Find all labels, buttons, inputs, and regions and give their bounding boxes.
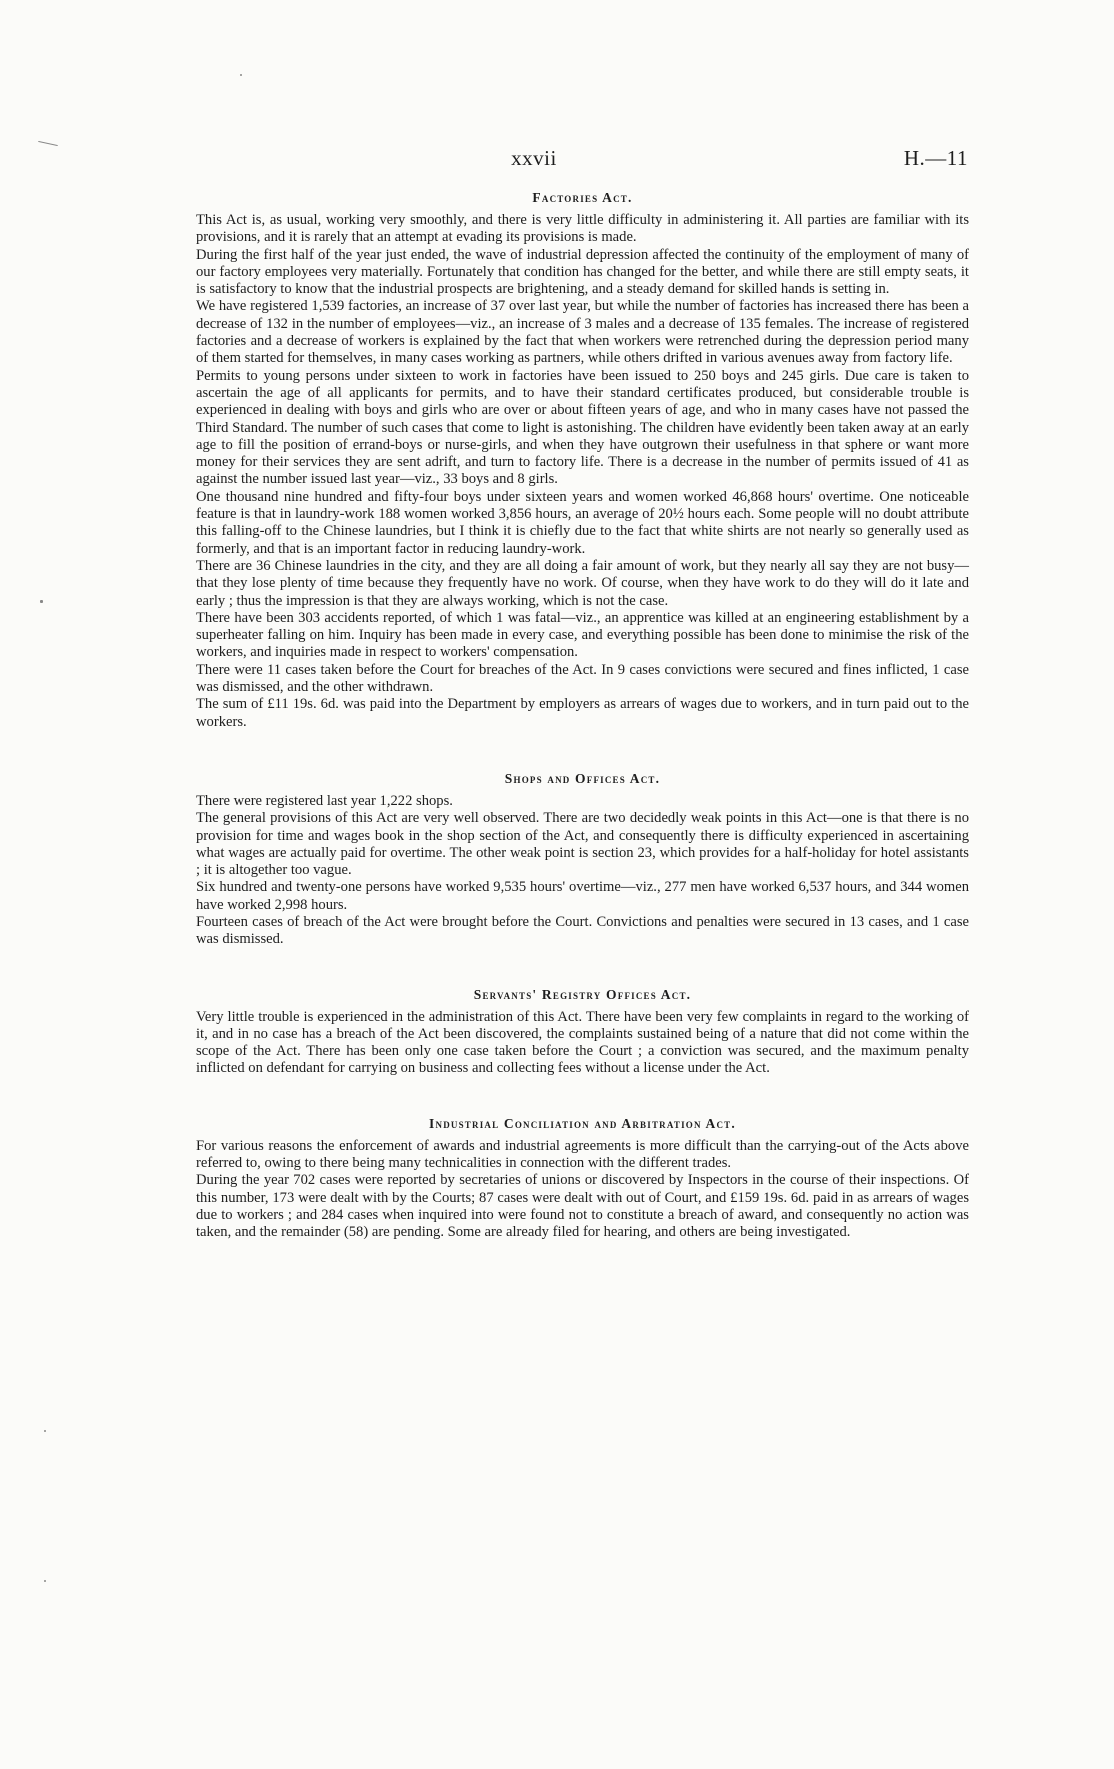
margin-mark (44, 1580, 46, 1582)
paragraph: Six hundred and twenty-one persons have worked 9,535 hours' overtime—viz., 277 men have worked 6,537 hours, and 344 women have worked 2,998 hours. (196, 879, 969, 913)
paragraph: The general provisions of this Act are very well observed. There are two decidedly weak points in this Act—one is that there is no provision for time and wages book in the shop section of the Act, and consequently there is difficulty experienced in ascertaining what wages are actually paid for overtime. The other weak point is section 23, which provides for a half-holiday for hotel assistants ; it is altogether too vague. (196, 810, 969, 879)
section-servants-registry-offices-act (196, 987, 969, 1078)
paragraph: There were 11 cases taken before the Court for breaches of the Act. In 9 cases convictions were secured and fines inflicted, 1 case was dismissed, and the other withdrawn. (196, 661, 969, 696)
section-title: Shops and Offices Act. (504, 770, 661, 786)
paragraph: The sum of £11 19s. 6d. was paid into the Department by employers as arrears of wages due to workers, and in turn paid out to the workers. (196, 696, 969, 730)
paragraph: We have registered 1,539 factories, an increase of 37 over last year, but while the number of factories has increased there has been a decrease of 132 in the number of employees—viz., an increase of 3 males and a decrease of 135 females. The increase of registered factories and a decrease of workers is explained by the fact that when workers were retrenched during the depression period many of them started for themselves, in many cases working as partners, while others drifted in various avenues away from factory life. (196, 298, 969, 367)
paragraph: There are 36 Chinese laundries in the city, and they are all doing a fair amount of work, but they nearly all say they are not busy—that they lose plenty of time because they frequently have no work. Of course, when they have work to do they will do it late and early ; thus the impression is that they are always working, which is not the case. (196, 557, 969, 609)
paragraph: Fourteen cases of breach of the Act were brought before the Court. Convictions and penalties were secured in 13 cases, and 1 case was dismissed. (196, 913, 969, 948)
paragraph: This Act is, as usual, working very smoothly, and there is very little difficulty in administering it. All parties are familiar with its provisions, and it is rarely that an attempt at evading its provisions is made. (196, 212, 969, 246)
paragraph: One thousand nine hundred and fifty-four boys under sixteen years and women worked 46,868 hours' overtime. One noticeable feature is that in laundry-work 188 women worked 3,856 hours, an average of 20½ hours each. Some people will no doubt attribute this falling-off to the Chinese laundries, but I think it is chiefly due to the fact that white shirts are not nearly so generally used as formerly, and that is an important factor in reducing laundry-work. (196, 488, 969, 557)
paragraph: During the first half of the year just ended, the wave of industrial depression affected the continuity of the employment of many of our factory employees very materially. Fortunately that condition has changed for the better, and while there are still empty seats, it is satisfactory to know that the industrial prospects are brightening, and a steady demand for skilled hands is setting in. (196, 246, 969, 298)
margin-mark (240, 74, 242, 76)
section-shops-and-offices-act (196, 771, 969, 949)
paragraph: Permits to young persons under sixteen to work in factories have been issued to 250 boys and 245 girls. Due care is taken to ascertain the age of all applicants for permits, and to have their standard certificates produced, but considerable trouble is experienced in dealing with boys and girls who are over or about fifteen years of age, and who in many cases have not passed the Third Standard. The number of such cases that come to light is astonishing. The children have evidently been taken away at an early age to fill the position of errand-boys or nurse-girls, and when they have outgrown their usefulness in that sphere or want more money for their services they are sent adrift, and turn to factory life. There is a decrease in the number of permits issued of 41 as against the number issued last year—viz., 33 boys and 8 girls. (196, 367, 969, 488)
section-title: Factories Act. (532, 190, 633, 205)
page-number: xxvii (511, 146, 557, 170)
page-header (100, 146, 968, 176)
section-factories-act (196, 190, 969, 731)
paragraph: Very little trouble is experienced in the administration of this Act. There have been very few complaints in regard to the working of it, and in no case has a breach of the Act been discovered, the complaints sustained being of a nature that did not come within the scope of the Act. There has been only one case taken before the Court ; a conviction was secured, and the maximum penalty inflicted on defendant for carrying on business and collecting fees without a license under the Act. (196, 1008, 969, 1077)
paragraph: There have been 303 accidents reported, of which 1 was fatal—viz., an apprentice was killed at an engineering establishment by a superheater falling on him. Inquiry has been made in every case, and everything possible has been done to minimise the risk of the workers, and inquiries made in respect to workers' compensation. (196, 609, 969, 661)
section-title: Industrial Conciliation and Arbitration Act. (429, 1115, 736, 1131)
margin-mark (44, 1430, 46, 1432)
document-body (196, 190, 969, 1242)
paragraph: During the year 702 cases were reported by secretaries of unions or discovered by Inspectors in the course of their inspections. Of this number, 173 were dealt with by the Courts; 87 cases were dealt with out of Court, and £159 19s. 6d. paid in as arrears of wages due to workers ; and 284 cases when inquired into were found not to constitute a breach of award, and consequently no action was taken, and the remainder (58) are pending. Some are already filed for hearing, and others are being investigated. (196, 1172, 969, 1241)
paragraph: For various reasons the enforcement of awards and industrial agreements is more difficult than the carrying-out of the Acts above referred to, owing to there being many technicalities in connection with the different trades. (196, 1137, 969, 1172)
margin-mark (38, 141, 58, 146)
paragraph: There were registered last year 1,222 shops. (196, 792, 453, 809)
section-title: Servants' Registry Offices Act. (473, 986, 692, 1002)
section-industrial-conciliation-act (196, 1116, 969, 1242)
document-reference: H.—11 (903, 146, 968, 170)
margin-mark (40, 600, 43, 603)
